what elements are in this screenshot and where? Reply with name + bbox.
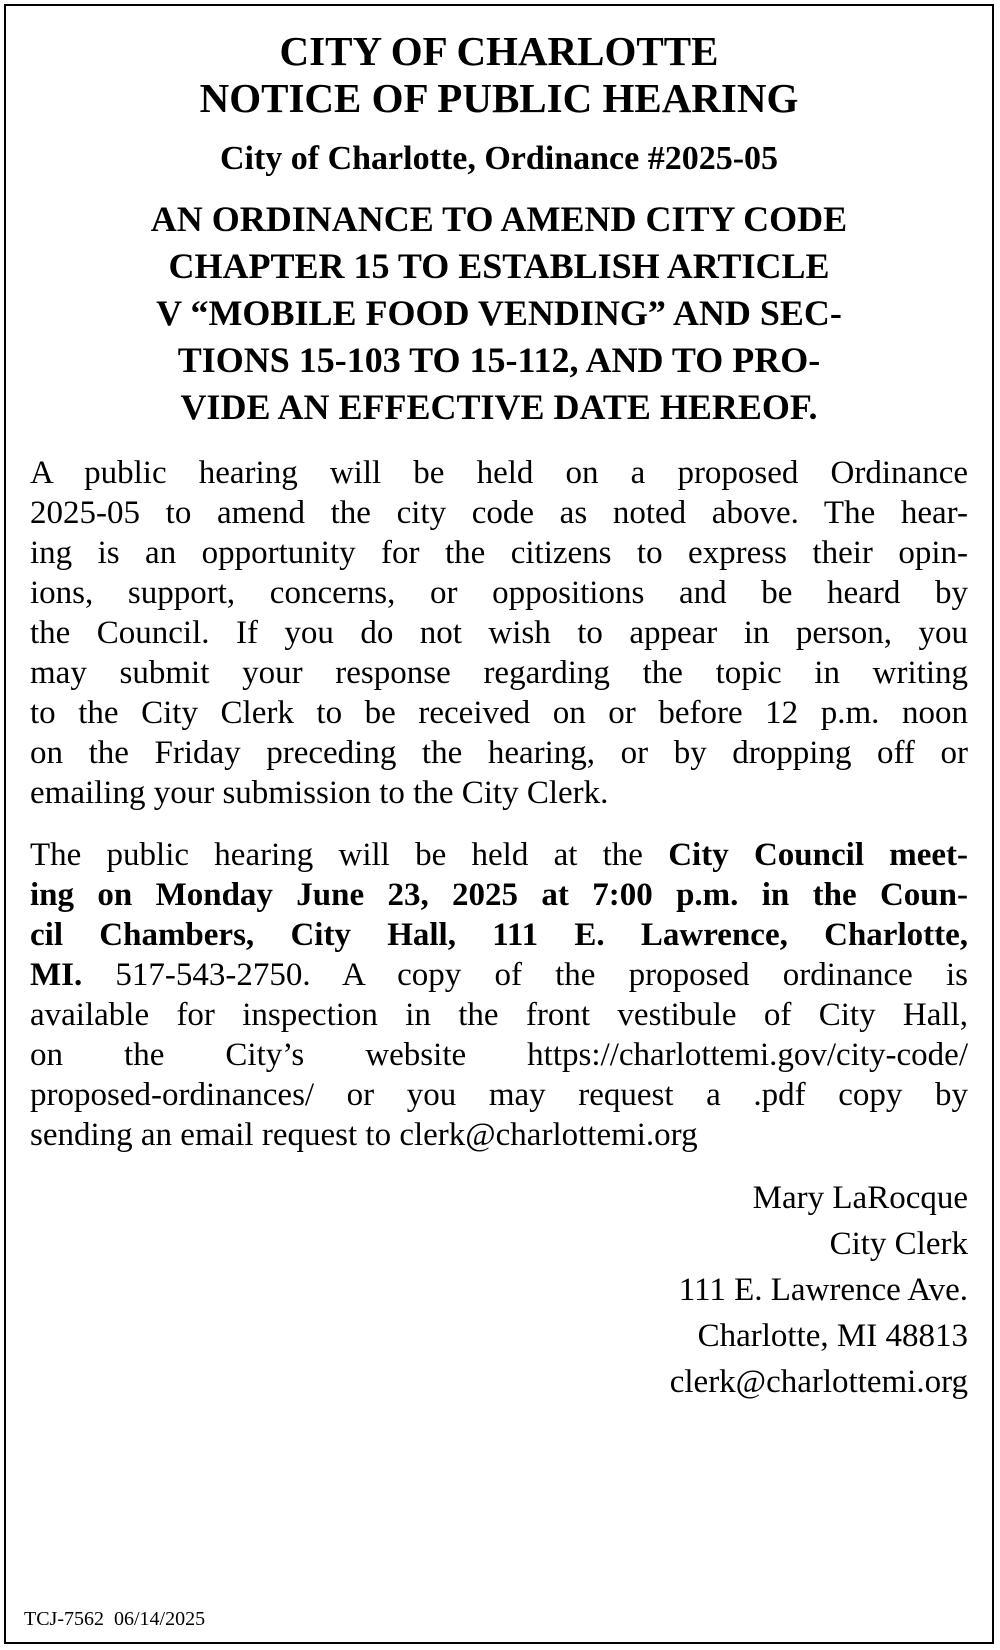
paragraph-line: to the City Clerk to be received on or before 12 p.m. noon xyxy=(30,695,968,731)
meeting-info-bold: cil Chambers, City Hall, 111 E. Lawrence, Charlotte, xyxy=(30,917,968,953)
ordinance-heading xyxy=(99,196,899,431)
paragraph-line xyxy=(30,955,968,995)
paragraph-line: proposed-ordinances/ or you may request a .pdf copy by xyxy=(30,1077,968,1113)
paragraph-line: may submit your response regarding the topic in writing xyxy=(30,655,968,691)
clerk-address: 111 E. Lawrence Ave. xyxy=(678,1272,968,1308)
meeting-info-bold: MI. xyxy=(30,957,83,993)
paragraph-line: ing is an opportunity for the citizens to express their opin- xyxy=(30,535,968,571)
paragraph-line: ions, support, concerns, or oppositions and be heard by xyxy=(30,575,968,611)
public-hearing-notice xyxy=(4,4,994,1644)
paragraph-line: 2025-05 to amend the city code as noted above. The hear- xyxy=(30,495,968,531)
clerk-name: Mary LaRocque xyxy=(752,1180,968,1216)
clerk-title: City Clerk xyxy=(829,1226,968,1262)
hearing-description-paragraph xyxy=(30,453,968,813)
paragraph-text: The public hearing will be held at the xyxy=(30,837,669,873)
paragraph-line: the Council. If you do not wish to appear in person, you xyxy=(30,615,968,651)
phone-text: 517-543-2750. A copy of the proposed ordinance is xyxy=(82,957,968,993)
title-line-notice: NOTICE OF PUBLIC HEARING xyxy=(199,75,799,121)
meeting-info-bold: City Council meet- xyxy=(668,837,969,873)
signature-block xyxy=(6,1175,968,1405)
paragraph-line xyxy=(30,835,968,875)
email-request-line: sending an email request to clerk@charlottemi.org xyxy=(30,1117,698,1153)
clerk-email: clerk@charlottemi.org xyxy=(669,1364,968,1400)
clerk-city: Charlotte, MI 48813 xyxy=(697,1318,968,1354)
ordinance-line: CHAPTER 15 TO ESTABLISH ARTICLE xyxy=(168,246,830,286)
title-line-city: CITY OF CHARLOTTE xyxy=(279,28,719,74)
paragraph-line: available for inspection in the front vestibule of City Hall, xyxy=(30,997,968,1033)
publication-reference: TCJ-7562 06/14/2025 xyxy=(24,1608,206,1630)
meeting-info-bold: ing on Monday June 23, 2025 at 7:00 p.m. in the Coun- xyxy=(30,877,968,913)
ordinance-line: TIONS 15-103 TO 15-112, AND TO PRO- xyxy=(177,340,821,380)
website-line: on the City’s website https://charlottemi.gov/city-code/ xyxy=(30,1037,968,1073)
paragraph-line: A public hearing will be held on a proposed Ordinance xyxy=(30,455,968,491)
paragraph-line: on the Friday preceding the hearing, or by dropping off or xyxy=(30,735,968,771)
hearing-details-paragraph xyxy=(30,835,968,1155)
ordinance-line: AN ORDINANCE TO AMEND CITY CODE xyxy=(150,199,848,239)
paragraph-line: emailing your submission to the City Clerk. xyxy=(30,775,609,811)
ordinance-line: VIDE AN EFFECTIVE DATE HEREOF. xyxy=(180,387,818,427)
ordinance-subtitle: City of Charlotte, Ordinance #2025-05 xyxy=(219,140,779,177)
notice-title xyxy=(6,6,992,122)
ordinance-line: V “MOBILE FOOD VENDING” AND SEC- xyxy=(156,293,842,333)
